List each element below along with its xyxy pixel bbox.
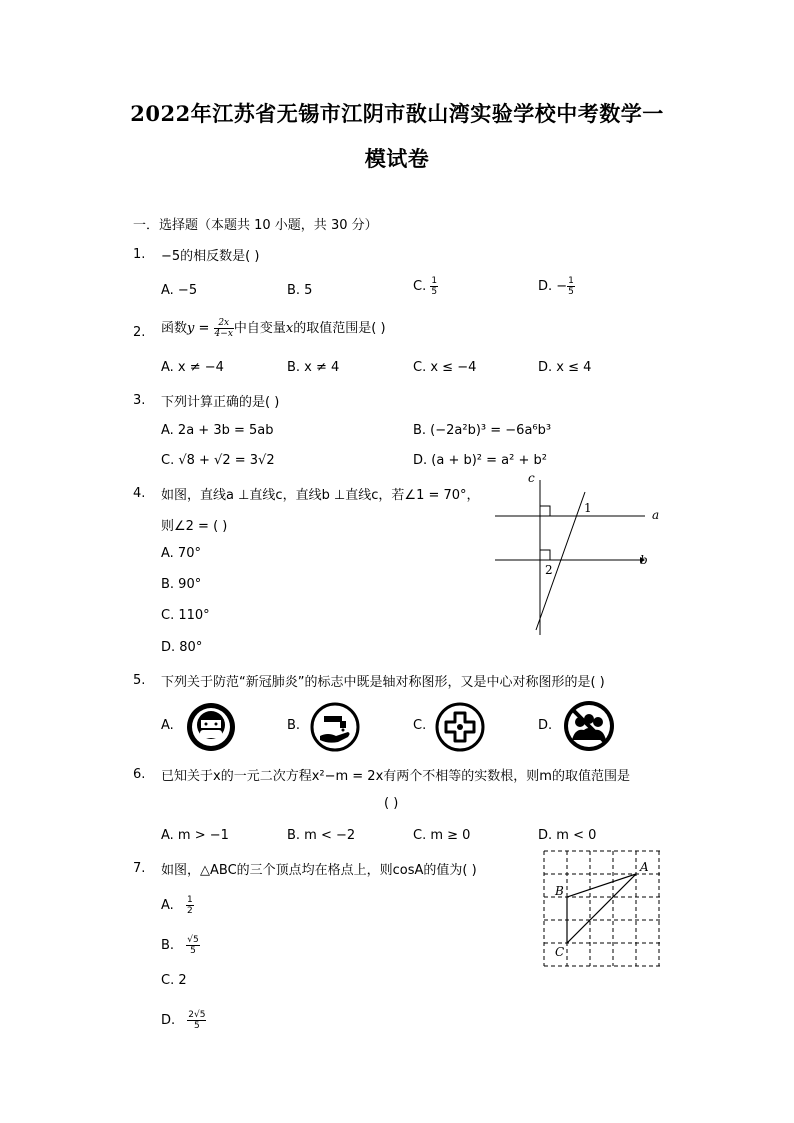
option-b-letter: B. [161, 938, 175, 953]
section-heading: 一．选择题（本题共 10 小题，共 30 分） [133, 218, 378, 233]
masked-face-icon [186, 702, 236, 752]
fraction-numerator: 2x [214, 318, 234, 329]
question-5-stem: 下列关于防范“新冠肺炎”的标志中既是轴对称图形，又是中心对称图形的是( ) [161, 675, 605, 690]
variable-x: x [285, 321, 294, 336]
question-7-option-a[interactable] [161, 895, 194, 916]
right-angle-mark-b [540, 550, 550, 560]
option-d-fraction [567, 276, 575, 297]
question-7-number: 7. [133, 861, 146, 876]
question-2-option-a[interactable]: A. x ≠ −4 [161, 360, 224, 375]
question-6-option-a[interactable]: A. m > −1 [161, 828, 229, 843]
question-7-grid-figure [544, 851, 664, 969]
question-3-option-d[interactable]: D. (a + b)² = a² + b² [413, 453, 547, 468]
question-1-option-b[interactable]: B. 5 [287, 283, 313, 298]
right-angle-mark-a [540, 506, 550, 516]
question-5-option-d[interactable]: D. [538, 718, 553, 733]
exam-title-line1: 2022年江苏省无锡市江阴市敔山湾实验学校中考数学一 [130, 101, 664, 126]
question-4-stem: 如图，直线a ⊥直线c，直线b ⊥直线c，若∠1 = 70°， [161, 488, 480, 503]
question-3-option-a[interactable]: A. 2a + 3b = 5ab [161, 423, 274, 438]
fraction-denominator: 5 [568, 287, 574, 297]
question-6-option-c[interactable]: C. m ≥ 0 [413, 828, 471, 843]
variable-y: y [187, 321, 195, 336]
label-c: c [528, 471, 535, 485]
question-3-stem: 下列计算正确的是( ) [161, 395, 280, 410]
question-6-stem: 已知关于x的一元二次方程x²−m = 2x有两个不相等的实数根，则m的取值范围是 [161, 769, 630, 784]
question-1-stem: −5的相反数是( ) [161, 249, 260, 264]
question-7-option-d[interactable] [161, 1010, 206, 1031]
medical-cross-icon [435, 702, 485, 752]
label-vertex-c: C [555, 945, 565, 959]
question-4-stem-line2: 则∠2 = ( ) [161, 519, 228, 534]
question-1-option-c[interactable] [413, 276, 438, 297]
question-7-option-c[interactable]: C. 2 [161, 973, 187, 988]
question-2-option-b[interactable]: B. x ≠ 4 [287, 360, 340, 375]
question-5-number: 5. [133, 673, 146, 688]
question-3-option-b[interactable]: B. (−2a²b)³ = −6a⁶b³ [413, 423, 552, 438]
fraction-denominator: 5 [194, 1021, 200, 1031]
question-3-option-c[interactable]: C. √8 + √2 = 3√2 [161, 453, 275, 468]
option-d-fraction [187, 1010, 206, 1031]
question-6-option-b[interactable]: B. m < −2 [287, 828, 356, 843]
fraction-numerator: 1 [431, 276, 438, 286]
label-vertex-b: B [555, 884, 564, 898]
question-5-option-a[interactable]: A. [161, 718, 174, 733]
option-d-letter: D. − [538, 279, 568, 294]
triangle-abc [567, 874, 636, 943]
fraction-numerator: 1 [186, 895, 193, 905]
fraction-denominator: 4−x [214, 329, 233, 339]
question-5-option-b[interactable]: B. [287, 718, 301, 733]
option-a-letter: A. [161, 898, 174, 913]
label-angle-2: 2 [545, 563, 553, 577]
hand-washing-icon [310, 702, 360, 752]
label-a: a [652, 508, 660, 522]
stem-text: 中自变量 [233, 321, 286, 336]
question-6-stem-line2: ( ) [384, 796, 399, 811]
stem-text: 函数 [161, 321, 188, 336]
stem-text: 的取值范围是( ) [293, 321, 386, 336]
label-b: b [640, 553, 648, 567]
label-angle-1: 1 [584, 501, 592, 515]
option-b-fraction [186, 935, 199, 956]
question-4-option-a[interactable]: A. 70° [161, 546, 201, 561]
fraction-denominator: 2 [186, 906, 193, 916]
question-4-number: 4. [133, 486, 146, 501]
fraction-denominator: 5 [431, 287, 438, 297]
question-2-stem [161, 317, 386, 339]
option-a-fraction [186, 895, 194, 916]
question-4-option-b[interactable]: B. 90° [161, 577, 202, 592]
question-2-number: 2. [133, 325, 146, 340]
question-2-option-d[interactable]: D. x ≤ 4 [538, 360, 592, 375]
function-fraction [214, 318, 234, 339]
option-d-letter: D. [161, 1013, 176, 1028]
question-5-option-c[interactable]: C. [413, 718, 427, 733]
no-crowd-icon [563, 700, 615, 752]
question-7-option-b[interactable] [161, 935, 200, 956]
question-1-option-d[interactable] [538, 276, 575, 297]
equals-sign: = [194, 321, 214, 336]
question-4-option-c[interactable]: C. 110° [161, 608, 210, 623]
question-7-stem: 如图，△ABC的三个顶点均在格点上，则cosA的值为( ) [161, 863, 477, 878]
fraction-numerator: 1 [568, 276, 574, 286]
option-c-fraction [430, 276, 438, 297]
fraction-numerator: √5 [187, 935, 199, 945]
question-6-number: 6. [133, 767, 146, 782]
question-1-option-a[interactable]: A. −5 [161, 283, 198, 298]
question-6-option-d[interactable]: D. m < 0 [538, 828, 597, 843]
exam-title-line2: 模试卷 [364, 146, 430, 171]
label-vertex-a: A [640, 860, 649, 874]
question-4-figure [490, 470, 670, 640]
question-3-number: 3. [133, 393, 146, 408]
question-4-option-d[interactable]: D. 80° [161, 640, 203, 655]
question-2-option-c[interactable]: C. x ≤ −4 [413, 360, 477, 375]
option-c-letter: C. [413, 279, 431, 294]
question-1-number: 1. [133, 247, 146, 262]
fraction-numerator: 2√5 [188, 1010, 206, 1020]
transversal-line [536, 492, 585, 630]
fraction-denominator: 5 [190, 946, 196, 956]
